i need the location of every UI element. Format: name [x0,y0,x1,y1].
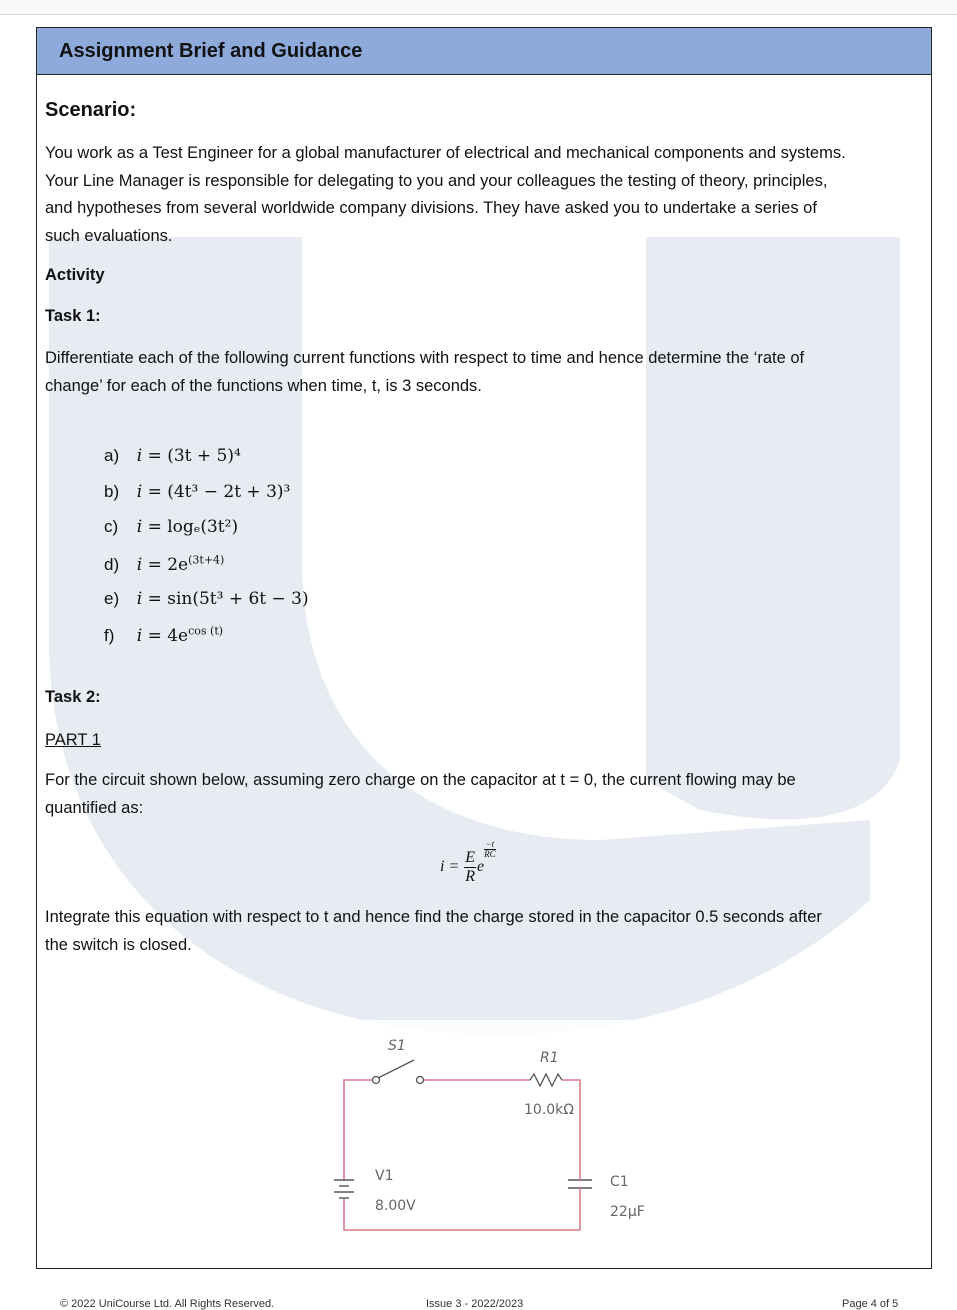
task2-integrate-line: the switch is closed. [45,935,192,954]
formula-lhs: i [136,482,143,502]
equation-exp-base: e [477,858,485,875]
formula-exponent: cos (t) [188,624,224,637]
task2-intro-line: For the circuit shown below, assuming zero charge on the capacitor at t = 0, the current flowing may be [45,771,796,789]
capacitor-value: 22μF [610,1204,645,1220]
footer-page: Page 4 of 5 [842,1298,899,1310]
scenario-line: such evaluations. [45,226,173,245]
scenario-line: and hypotheses from several worldwide company divisions. They have asked you to undertake a series of [45,199,817,217]
formula-rhs: = sin(5t³ + 6t − 3) [147,589,309,609]
task2-integrate-line: Integrate this equation with respect to t and hence find the charge stored in the capacitor 0.5 seconds after [45,908,822,926]
source-label: V1 [375,1168,394,1184]
task2-heading: Task 2: [45,688,101,706]
formula-lhs: i [136,589,143,609]
formula-lhs: i [136,446,143,466]
task1-line: Differentiate each of the following current functions with respect to time and hence determine the ‘rate of [45,349,805,367]
formula-lhs: i [136,554,143,575]
task1-heading: Task 1: [45,307,101,325]
current-equation [440,840,496,886]
task2-intro-line: quantified as: [45,798,144,817]
formula-item [104,517,238,537]
equation-fraction [464,849,476,886]
formula-base: = 4e [147,625,189,646]
resistor-value: 10.0kΩ [524,1102,574,1118]
resistor-label: R1 [540,1050,559,1066]
header-bar [37,28,931,75]
source-value: 8.00V [375,1198,416,1214]
formula-label: b) [104,482,120,501]
scenario-line: You work as a Test Engineer for a global manufacturer of electrical and mechanical components and systems. [45,144,846,162]
formula-item [104,589,309,609]
page-title: Assignment Brief and Guidance [59,40,363,62]
activity-heading: Activity [45,266,105,284]
task2-integrate [45,904,923,959]
exponent-numerator: −t [485,839,495,849]
formula-label: d) [104,554,120,574]
footer-issue: Issue 3 - 2022/2023 [426,1298,524,1310]
formula-item [104,624,223,646]
formula-rhs: = (3t + 5)⁴ [147,446,241,466]
scenario-paragraph [45,140,923,250]
formula-label: f) [104,625,115,645]
formula-item [104,446,241,466]
equation-lhs: i = [440,858,460,875]
equation-exponent [484,840,496,859]
scenario-line: Your Line Manager is responsible for delegating to you and your colleagues the testing of theory, principles, [45,171,828,190]
part1-heading: PART 1 [45,731,101,749]
formula-label: c) [104,517,119,536]
formula-lhs: i [136,625,143,646]
switch-label: S1 [388,1038,406,1054]
task1-paragraph [45,345,923,400]
formula-lhs: i [136,517,143,537]
formula-item [104,482,290,502]
capacitor-label: C1 [610,1174,629,1190]
formula-exponent: (3t+4) [188,553,225,566]
formula-label: e) [104,589,120,608]
circuit-diagram [300,1020,680,1245]
footer-copyright: © 2022 UniCourse Ltd. All Rights Reserved. [60,1298,275,1310]
task2-intro [45,767,923,822]
formula-item [104,553,224,575]
formula-label: a) [104,446,120,465]
equation-denominator: R [465,867,476,885]
scenario-heading: Scenario: [45,99,137,121]
formula-base: = 2e [147,554,189,575]
exponent-denominator: RC [484,849,496,859]
equation-numerator: E [465,848,476,866]
formula-rhs: = logₑ(3t²) [147,517,239,537]
formula-rhs: = (4t³ − 2t + 3)³ [147,482,291,502]
task1-line: change’ for each of the functions when time, t, is 3 seconds. [45,376,482,395]
